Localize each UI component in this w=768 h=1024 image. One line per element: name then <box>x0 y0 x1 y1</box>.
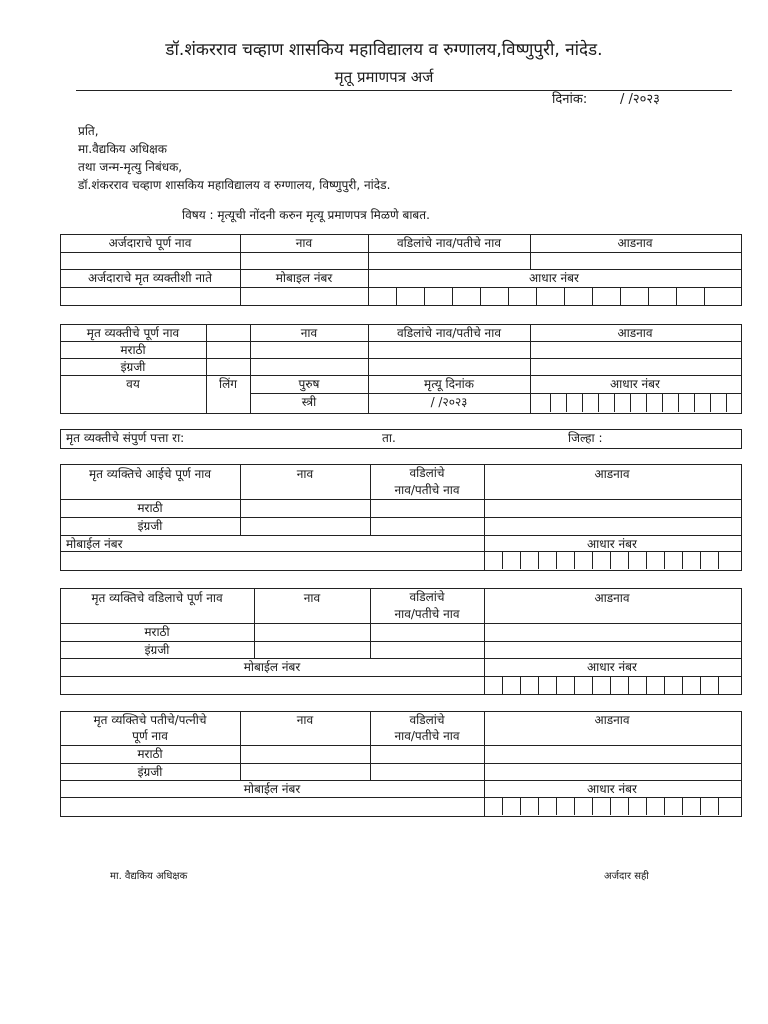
applicant-relation-label: अर्जदाराचे मृत व्यक्तीशी नाते <box>88 271 212 285</box>
date-value: / /२०२३ <box>620 92 660 107</box>
deceased-marathi-label: मराठी <box>120 343 146 357</box>
form-title: मृतू प्रमाणपत्र अर्ज <box>334 68 434 86</box>
spouse-aadhar-label: आधार नंबर <box>587 782 637 796</box>
applicant-name-label: नाव <box>295 236 313 250</box>
father-english-label: इंग्रजी <box>144 643 170 657</box>
deceased-female-label: स्त्री <box>301 395 317 409</box>
deceased-gender-label: लिंग <box>218 377 237 391</box>
spouse-father-husband-label-2: नाव/पतीचे नाव <box>394 729 460 743</box>
spouse-full-name-label-1: मृत व्यक्तिचे पतीचे/पत्नीचे <box>93 713 207 727</box>
mother-father-husband-label-2: नाव/पतीचे नाव <box>394 483 460 497</box>
applicant-full-name-label: अर्जदाराचे पूर्ण नाव <box>108 236 192 250</box>
mother-full-name-label: मृत व्यक्तिचे आईचे पूर्ण नाव <box>88 467 212 481</box>
deceased-english-label: इंग्रजी <box>120 360 146 374</box>
father-marathi-label: मराठी <box>144 625 170 639</box>
applicant-surname-label: आडनाव <box>617 236 653 250</box>
spouse-mobile-label: मोबाईल नंबर <box>243 782 301 796</box>
medical-superintendent-signature: मा. वैद्यकिय अधिक्षक <box>110 871 188 882</box>
spouse-father-husband-label-1: वडिलांचे <box>409 713 445 727</box>
father-aadhar-label: आधार नंबर <box>587 660 637 674</box>
institution-title: डॉ.शंकरराव चव्हाण शासकिय महाविद्यालय व रुग्णालय,विष्णुपुरी, नांदेड. <box>165 40 603 60</box>
mother-surname-label: आडनाव <box>594 467 630 481</box>
applicant-mobile-label: मोबाइल नंबर <box>275 271 333 285</box>
deceased-age-label: वय <box>126 377 140 391</box>
mother-mobile-label: मोबाईल नंबर <box>66 537 123 551</box>
address-line-1: प्रति, <box>78 124 99 138</box>
address-taluka-label: ता. <box>382 431 396 445</box>
father-name-label: नाव <box>303 591 321 605</box>
deceased-surname-label: आडनाव <box>617 326 653 340</box>
subject-line: विषय : मृत्यूची नोंदनी करुन मृत्यू प्रमाणपत्र मिळणे बाबत. <box>182 208 430 222</box>
deceased-death-date-value: / /२०२३ <box>430 395 468 409</box>
address-district-label: जिल्हा : <box>568 431 603 445</box>
mother-father-husband-label-1: वडिलांचे <box>409 466 445 480</box>
deceased-aadhar-label: आधार नंबर <box>610 377 660 391</box>
spouse-name-label: नाव <box>296 713 314 727</box>
date-label: दिनांक: <box>552 92 588 107</box>
applicant-aadhar-label: आधार नंबर <box>529 271 579 285</box>
address-full-label: मृत व्यक्तीचे संपुर्ण पत्ता रा: <box>66 431 185 445</box>
father-surname-label: आडनाव <box>594 591 630 605</box>
applicant-signature: अर्जदार सही <box>604 871 649 882</box>
father-full-name-label: मृत व्यक्तिचे वडिलाचे पूर्ण नाव <box>91 591 223 605</box>
deceased-death-date-label: मृत्यू दिनांक <box>424 377 474 391</box>
spouse-surname-label: आडनाव <box>594 713 630 727</box>
spouse-marathi-label: मराठी <box>137 747 163 761</box>
father-mobile-label: मोबाईल नंबर <box>243 660 301 674</box>
father-father-husband-label-1: वडिलांचे <box>409 590 445 604</box>
mother-aadhar-label: आधार नंबर <box>587 537 637 551</box>
spouse-english-label: इंग्रजी <box>137 765 163 779</box>
mother-english-label: इंग्रजी <box>137 519 163 533</box>
spouse-full-name-label-2: पूर्ण नाव <box>132 729 168 743</box>
applicant-father-husband-label: वडिलांचे नाव/पतीचे नाव <box>396 236 501 250</box>
deceased-father-husband-label: वडिलांचे नाव/पतीचे नाव <box>396 326 501 340</box>
deceased-name-label: नाव <box>300 326 318 340</box>
address-line-4: डॉ.शंकरराव चव्हाण शासकिय महाविद्यालय व रुग्णालय, विष्णुपुरी, नांदेड. <box>78 178 391 192</box>
deceased-full-name-label: मृत व्यक्तीचे पूर्ण नाव <box>86 326 180 340</box>
header-divider <box>76 90 732 91</box>
deceased-male-label: पुरुष <box>298 377 320 391</box>
mother-marathi-label: मराठी <box>137 501 163 515</box>
address-line-2: मा.वैद्यकिय अधिक्षक <box>78 142 167 156</box>
address-line-3: तथा जन्म-मृत्यु निबंधक, <box>78 160 183 174</box>
mother-name-label: नाव <box>296 467 314 481</box>
father-father-husband-label-2: नाव/पतीचे नाव <box>394 607 460 621</box>
